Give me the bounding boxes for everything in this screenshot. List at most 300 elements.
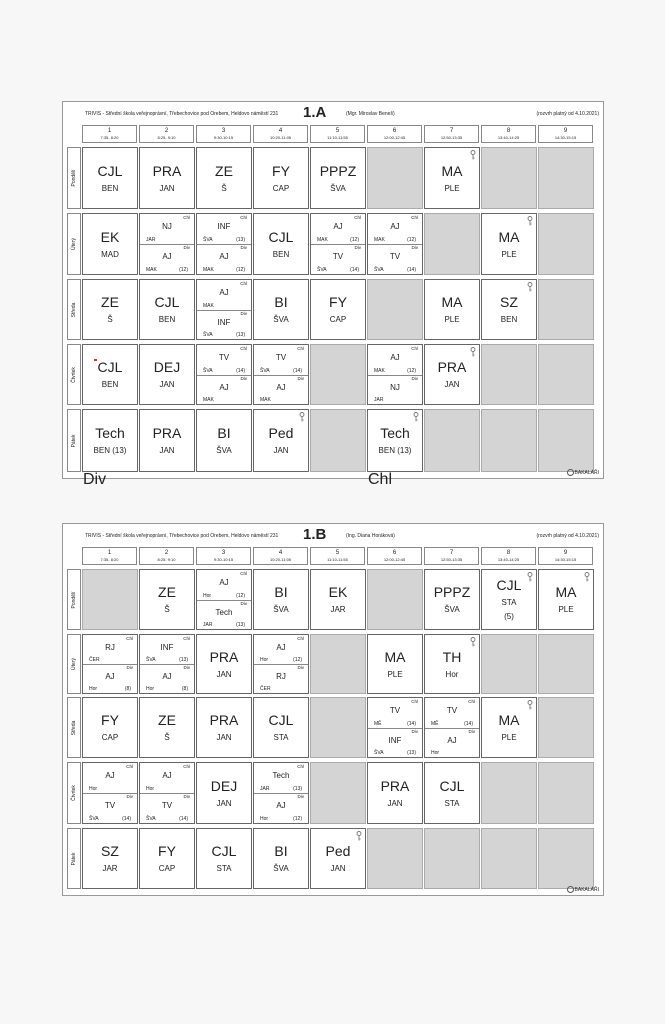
subject: AJ [276,643,286,652]
group-lesson [83,635,137,665]
lesson-cell [139,213,195,275]
subject: TV [275,353,287,362]
subject: AJ [219,252,229,261]
subject: FY [272,162,290,179]
lesson-cell [82,279,138,340]
group-lesson [368,728,422,758]
subject: CJL [496,577,522,593]
group-lesson [197,570,251,601]
lesson-content [197,148,251,208]
subject: RJ [276,672,286,681]
room-number: (14) [179,816,188,822]
pen-mark [94,359,97,361]
subject: TV [218,353,230,362]
room-number: (14) [407,267,416,273]
period-time: 13:40-14:25 [497,135,520,140]
group-lesson [140,635,194,665]
room-number: (13) [179,657,188,663]
lesson-cell [538,569,594,630]
teacher-code: ČER [89,657,100,663]
lesson-content [83,345,137,404]
period-header [424,125,479,143]
group-lesson [311,214,365,245]
room-number: (14) [293,367,302,374]
lesson-content [254,829,308,888]
day-label [67,697,81,758]
teacher-code: ŠVA [146,657,156,663]
period-number: 4 [278,550,283,556]
subject: CJL [154,294,180,310]
empty-slot [481,828,537,889]
empty-slot [310,697,366,758]
group-lesson [425,728,479,758]
group-lesson [254,664,308,693]
period-number: 8 [506,128,511,134]
subject: Tech [95,425,125,441]
teacher-code: BEN (13) [93,446,127,455]
period-number: 5 [335,128,340,134]
empty-slot [310,409,366,472]
subject: AJ [162,771,172,780]
period-number: 2 [164,550,169,556]
teacher-code: Hor [431,750,440,756]
lesson-cell [82,762,138,824]
lesson-content [311,280,365,339]
group-label: Div [240,245,247,250]
teacher-code: Hor [89,686,98,692]
teacher-code: ŠVA [273,864,289,873]
group-label: Div [240,600,247,606]
period-time: 9:30-10:15 [213,557,234,562]
lesson-content [197,763,251,823]
group-label: Div [240,310,247,316]
group-lesson [254,793,308,823]
teacher-code: ŠVA [273,605,289,614]
group-lesson [254,635,308,665]
key-icon [470,347,476,357]
valid-from: (rozvrh platný od 4.10.2021) [536,111,599,117]
room-number: (14) [236,367,245,374]
subject: CJL [439,777,465,794]
teacher-code: Hor [260,816,269,822]
teacher-code: JAR [260,786,270,792]
teacher-code: Hor [89,786,98,792]
subject: EK [100,228,120,245]
school-name: TRIVIS - Střední škola veřejnoprávní, Třebechovice pod Orebem, Heldovo náměstí 231 [85,533,279,539]
group-label: Div [411,375,418,381]
lesson-content [425,763,479,823]
group-lesson [197,375,251,405]
group-label: Chl [126,764,133,769]
group-lesson [197,345,251,376]
day-label [67,409,81,472]
subject: BI [274,843,288,859]
day-label [67,569,81,630]
day-label [67,279,81,340]
teacher-code: Š [107,315,113,324]
room-number: (14) [350,267,359,273]
subject: ZE [215,162,233,179]
teacher-code: Hor [146,786,155,792]
group-label: Div [297,794,304,799]
group-label: Div [297,375,304,381]
teacher-code: PLE [387,669,403,679]
period-header [82,125,137,143]
teacher-code: ŠVA [216,446,232,455]
day-label [67,634,81,694]
group-lesson [140,244,194,274]
group-label: Chl [468,699,475,704]
subject: ZE [158,584,176,600]
lesson-content [140,410,194,471]
group-label: Chl [126,636,133,641]
subject: PRA [437,359,467,375]
teacher-code: PLE [558,605,574,614]
group-label: Div [411,728,418,734]
group-lesson [254,345,308,376]
period-number: 8 [506,550,511,556]
teacher-code: ŠVA [374,750,384,756]
subject: AJ [390,353,400,362]
group-label: Chl [240,346,247,351]
empty-slot [538,697,594,758]
teacher-code: ŠVA [146,816,156,822]
teacher-code: JAN [387,798,403,808]
lesson-content [254,698,308,757]
group-label: Div [83,471,107,488]
teacher-code: ŠVA [260,367,270,374]
lesson-cell [481,569,537,630]
teacher-code: BEN [272,249,290,259]
teacher-code: MAK [374,367,385,374]
room-number: (13) [236,237,245,243]
period-header [196,547,251,565]
subject: PRA [209,648,239,665]
room-number: (13) [236,622,245,628]
sheet-header [63,102,603,124]
lesson-content [197,410,251,471]
key-icon [299,412,305,422]
group-label: Div [183,245,190,250]
teacher-code: MAK [374,237,385,243]
lesson-cell [310,569,366,630]
teacher-code: JAR [374,397,384,403]
period-header [82,547,137,565]
teacher-code: BEN [101,183,119,193]
period-header [139,125,194,143]
period-time: 7:35- 8:20 [100,557,119,562]
period-time: 12:00-12:45 [383,557,406,562]
room-number: (14) [122,816,131,822]
group-lesson [197,214,251,245]
period-header [310,125,365,143]
group-lesson [311,244,365,274]
key-icon [470,637,476,647]
room-number: (12) [236,267,245,273]
period-number: 5 [335,550,340,556]
subject: Tech [272,771,290,780]
lesson-cell [82,344,138,405]
subject: MA [441,162,463,179]
group-lesson [197,244,251,274]
group-label: Div [240,375,247,381]
lesson-content [311,148,365,208]
teacher-code: Hor [146,686,155,692]
subject: AJ [105,771,115,780]
day-label [67,344,81,405]
subject: TV [446,706,458,715]
period-number: 1 [107,128,112,134]
teacher-code: MAK [203,397,214,403]
room-number: (12) [236,592,245,599]
lesson-content [197,829,251,888]
period-header [196,125,251,143]
teacher-code: MAK [203,267,214,273]
class-teacher: (Mgr. Miroslav Beneš) [346,111,395,117]
teacher-code: MAK [317,237,328,243]
lesson-cell [139,762,195,824]
lesson-cell [196,279,252,340]
lesson-content [197,698,251,757]
lesson-content [140,345,194,404]
bakalari-logo-text: BAKALÁŘI [574,469,599,476]
subject: AJ [219,578,229,587]
room-number: (12) [179,267,188,273]
group-label: Div [411,245,418,250]
teacher-code: CAP [158,864,176,873]
lesson-cell [367,344,423,405]
timetable-1a [62,101,604,488]
period-number: 7 [449,550,454,556]
teacher-code: ČER [260,686,271,692]
lesson-cell [139,569,195,630]
empty-slot [367,828,423,889]
subject: PPPZ [319,162,357,179]
period-header [139,547,194,565]
lesson-cell [253,569,309,630]
empty-slot [310,344,366,405]
group-lesson [140,214,194,245]
teacher-code: CAP [329,315,347,324]
subject: EK [328,584,348,600]
lesson-cell [310,147,366,209]
group-label: Chl [411,215,418,220]
lesson-cell [424,569,480,630]
lesson-content [83,410,137,471]
period-time: 14:30-15:15 [554,557,577,562]
period-time: 11:10-11:55 [327,135,348,140]
key-icon [527,282,533,292]
group-label: Chl [240,281,247,286]
period-header [538,125,593,143]
day-label [67,213,81,275]
class-title: 1.B [303,526,327,543]
subject: INF [388,735,402,745]
lesson-content [425,570,479,629]
teacher-code: STA [501,598,517,607]
empty-slot [538,213,594,275]
key-icon [470,150,476,160]
group-lesson [368,345,422,376]
lesson-cell [139,344,195,405]
group-label: Chl [297,764,304,769]
lesson-cell [424,762,480,824]
empty-slot [481,409,537,472]
group-lesson [425,698,479,729]
lesson-content [140,698,194,757]
room-number: (13) [407,750,416,756]
subject: AJ [219,382,229,392]
group-lesson [140,664,194,693]
valid-from: (rozvrh platný od 4.10.2021) [536,533,599,539]
day-name: Pátek [71,434,77,447]
group-lesson [83,664,137,693]
lesson-cell [82,147,138,209]
lesson-cell [253,828,309,889]
lesson-cell [481,697,537,758]
subject: FY [158,843,176,859]
subject: Tech [215,607,233,617]
period-header [481,547,536,565]
room-number: (13) [293,786,302,792]
period-number: 4 [278,128,283,134]
period-header [367,125,422,143]
empty-slot [367,279,423,340]
subject: TV [104,801,116,810]
lesson-cell [196,409,252,472]
lesson-content [140,148,194,208]
lesson-cell [253,762,309,824]
lesson-cell [310,828,366,889]
group-lesson [368,244,422,274]
lesson-content [254,280,308,339]
group-lesson [368,375,422,405]
lesson-cell [253,409,309,472]
subject: AJ [447,735,457,745]
empty-slot [310,634,366,694]
group-lesson [254,763,308,794]
day-name: Čtvrtek [71,785,77,801]
teacher-code: ŠVA [89,816,99,822]
period-number: 3 [221,128,226,134]
bakalari-logo-icon [567,469,574,476]
room-number: (12) [350,237,359,243]
teacher-code: ŠVA [317,267,327,273]
room-number: (12) [293,657,302,663]
period-time: 14:30-15:15 [554,135,577,140]
period-time: 9:30-10:15 [213,135,234,140]
key-icon [356,831,362,841]
group-label: Div [354,245,361,250]
subject: PRA [380,777,410,794]
group-lesson [83,763,137,794]
subject: CJL [97,359,123,375]
class-title: 1.A [303,104,327,121]
group-label: Chl [183,215,190,220]
bakalari-logo-text: BAKALÁŘI [574,886,599,893]
subject: AJ [162,672,172,681]
period-header [538,547,593,565]
room-number: (14) [407,720,416,727]
teacher-code: STA [216,864,232,873]
teacher-code: MAK [203,302,214,309]
empty-slot [424,409,480,472]
lesson-cell [367,213,423,275]
lesson-content [83,214,137,274]
period-time: 7:35- 8:20 [100,135,119,140]
lesson-content [425,280,479,339]
empty-slot [424,213,480,275]
day-label [67,828,81,889]
period-time: 8:25- 9:10 [157,557,176,562]
subject: PRA [209,712,239,728]
teacher-code: Š [221,183,227,193]
subject: AJ [276,382,286,392]
empty-slot [82,569,138,630]
subject: INF [217,222,231,231]
subject: AJ [333,222,343,231]
empty-slot [481,344,537,405]
subject: CJL [211,843,237,859]
teacher-code: MAK [146,267,157,273]
lesson-content [140,829,194,888]
subject: FY [101,712,119,728]
empty-slot [538,147,594,209]
subject: MA [384,648,406,665]
lesson-cell [253,213,309,275]
room-number: (8) [181,686,188,692]
teacher-code: JAN [273,446,289,455]
subject: BI [274,294,288,310]
group-label: Div [183,665,190,670]
period-time: 8:25- 9:10 [157,135,176,140]
period-number: 2 [164,128,169,134]
teacher-code: JAN [216,669,232,679]
lesson-cell [367,697,423,758]
group-label: Div [468,728,475,734]
lesson-cell [424,147,480,209]
lesson-cell [82,213,138,275]
lesson-cell [481,279,537,340]
subject: TH [442,648,462,665]
lesson-cell [82,697,138,758]
lesson-cell [139,828,195,889]
room-number: (14) [464,720,473,727]
group-label: Chl [183,636,190,641]
subject: PPPZ [433,584,471,600]
empty-slot [367,569,423,630]
teacher-code: JAN [159,183,175,193]
subject: AJ [390,222,400,231]
sheet-header [63,524,603,546]
lesson-cell [253,147,309,209]
lesson-cell [367,634,423,694]
group-label: Chl [297,636,304,641]
lesson-cell [367,409,423,488]
group-lesson [83,793,137,823]
empty-slot [424,828,480,889]
subject: Ped [268,425,294,441]
subject: BI [217,425,231,441]
teacher-code: ŠVA [374,267,384,273]
group-label: Chl [240,215,247,220]
subject: BI [274,584,288,600]
subject: RJ [105,643,115,652]
subject: PRA [152,425,182,441]
period-time: 11:10-11:55 [327,557,348,562]
lesson-cell [253,697,309,758]
lesson-cell [82,409,138,488]
